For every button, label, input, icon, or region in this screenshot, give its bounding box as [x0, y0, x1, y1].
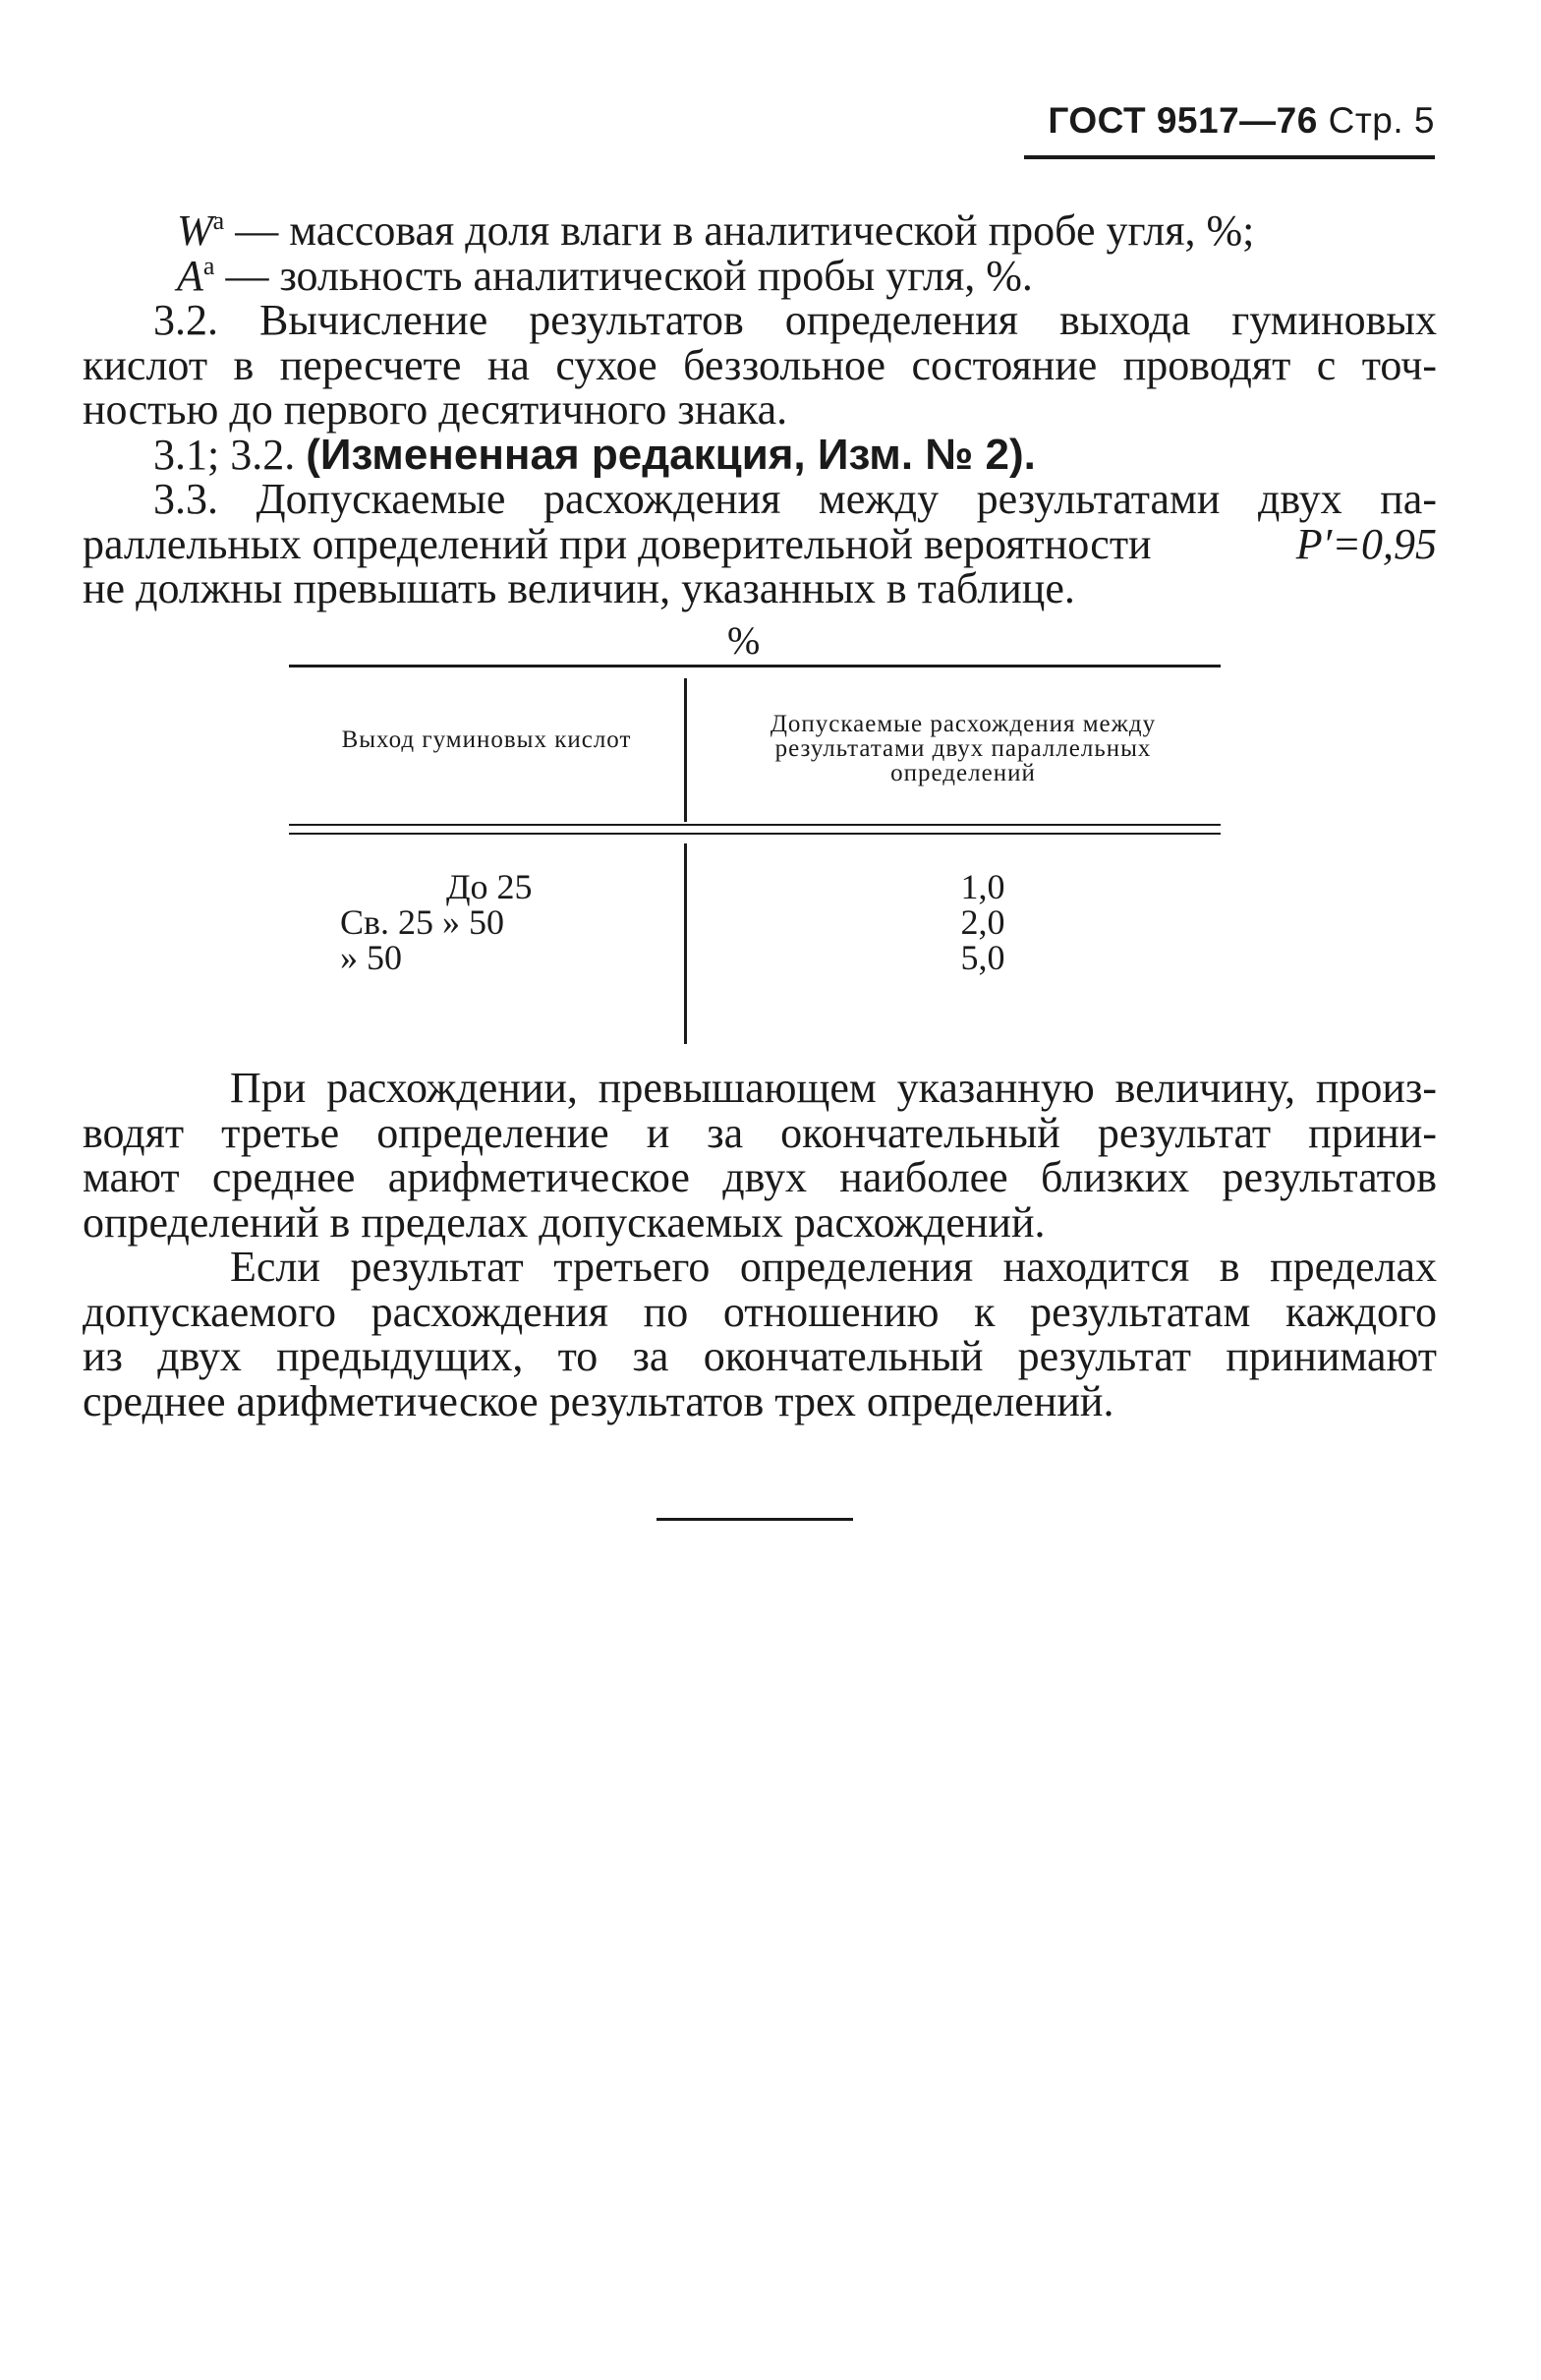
table-cell-value: 5,0 — [960, 938, 1005, 977]
table-top-rule — [289, 665, 1221, 668]
section-3-3-line — [83, 519, 1437, 568]
section-3-2-line: 3.2. Вычисление результатов определения выхода гуминовых — [153, 296, 1437, 344]
page-number: Стр. 5 — [1328, 100, 1435, 141]
upper-text-block — [83, 208, 1437, 611]
table-cell-range: Св. 25 » 50 — [340, 902, 505, 942]
symbol-w: W — [177, 206, 213, 255]
paragraph-2-line: среднее арифметическое результатов трех определений. — [83, 1376, 1114, 1425]
definition-ash — [83, 251, 1437, 300]
amendment-prefix: 3.1; 3.2. — [153, 430, 296, 479]
table-header-yield: Выход гуминовых кислот — [341, 726, 632, 753]
table-cell-range: » 50 — [340, 938, 402, 977]
table-header-rule — [289, 833, 1221, 835]
symbol-a: A — [177, 251, 203, 300]
paragraph-1-line: При расхождении, превышающем указанную величину, произ- — [230, 1064, 1437, 1112]
section-3-2-line: кислот в пересчете на сухое беззольное состояние проводят с точ- — [83, 340, 1437, 389]
standard-number: ГОСТ 9517—76 — [1048, 100, 1318, 141]
header-rule — [1024, 155, 1435, 159]
amendment-note — [83, 430, 1437, 479]
section-3-3-line: 3.3. Допускаемые расхождения между результатами двух па- — [153, 475, 1437, 523]
amendment-bold: (Измененная редакция, Изм. № 2). — [306, 430, 1036, 479]
table-cell-value: 1,0 — [960, 867, 1005, 906]
paragraph-2-line: из двух предыдущих, то за окончательный результат принимают — [83, 1332, 1437, 1380]
superscript-a: a — [212, 206, 225, 235]
paragraph-2-line: Если результат третьего определения находится в пределах — [230, 1243, 1437, 1291]
page-header — [1022, 100, 1435, 142]
superscript-a: a — [202, 251, 215, 280]
table-header-rule — [289, 824, 1221, 826]
definition-text: — зольность аналитической пробы угля, %. — [225, 251, 1033, 300]
definition-text: — массовая доля влаги в аналитической пробе угля, %; — [235, 206, 1255, 255]
section-3-2-line: ностью до первого десятичного знака. — [83, 385, 788, 434]
paragraph-1-line: водят третье определение и за окончательный результат прини- — [83, 1108, 1437, 1157]
table-unit: % — [727, 618, 761, 663]
table-col-range — [340, 869, 576, 975]
probability-value: P′=0,95 — [1295, 519, 1437, 568]
paragraph-2-line: допускаемого расхождения по отношению к результатам каждого — [83, 1287, 1437, 1336]
table-cell-value: 2,0 — [960, 902, 1005, 942]
end-of-text-rule — [656, 1518, 853, 1521]
table-column-divider — [684, 678, 687, 1044]
lower-text-block — [83, 1066, 1437, 1423]
section-3-3-text: раллельных определений при доверительной вероятности — [83, 519, 1152, 568]
paragraph-1-line: определений в пределах допускаемых расхождений. — [83, 1197, 1046, 1247]
table-cell-range: До 25 — [446, 867, 533, 906]
table-col-tolerance — [924, 869, 1042, 975]
definition-moisture — [83, 208, 1437, 254]
section-3-3-line: не должны превышать величин, указанных в таблице. — [83, 564, 1075, 612]
paragraph-1-line: мают среднее арифметическое двух наиболее близких результатов — [83, 1153, 1437, 1201]
table-header-tolerance: Допускаемые расхождения между результатами двух параллельных определений — [770, 711, 1157, 786]
